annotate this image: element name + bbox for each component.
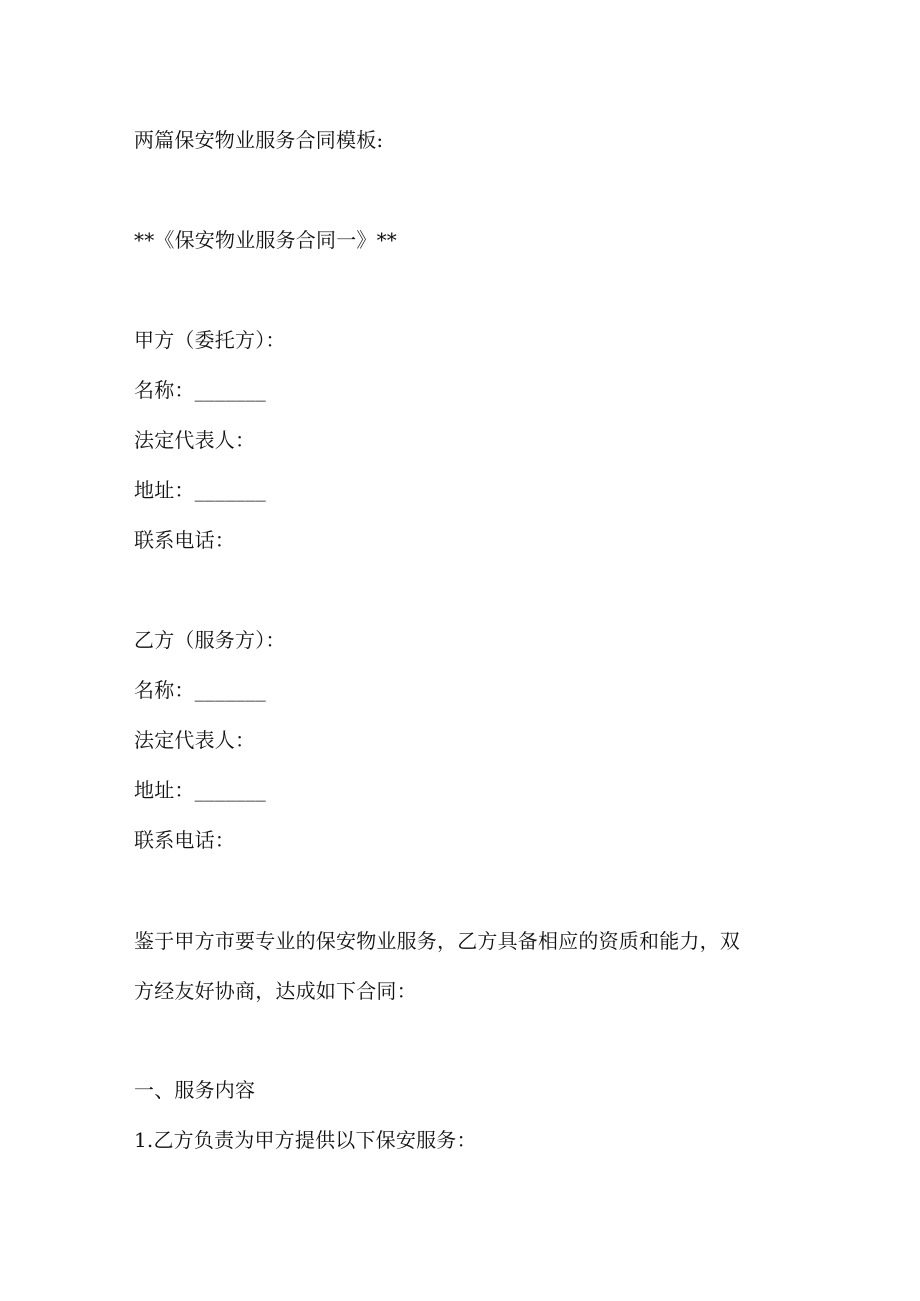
party-a-legal-rep: 法定代表人：: [134, 428, 256, 452]
section-1-heading: 一、服务内容: [134, 1078, 256, 1102]
party-a-address: 地址：_______: [134, 478, 266, 502]
party-b-heading: 乙方（服务方）：: [134, 628, 286, 652]
party-b-phone: 联系电话：: [134, 828, 235, 852]
party-a-heading: 甲方（委托方）：: [134, 328, 286, 352]
party-b-address: 地址：_______: [134, 778, 266, 802]
contract-heading: **《保安物业服务合同一》**: [134, 228, 397, 252]
preamble-line-1: 鉴于甲方市要专业的保安物业服务，乙方具备相应的资质和能力，双: [134, 929, 740, 953]
section-1-item-1: 1.乙方负责为甲方提供以下保安服务：: [134, 1128, 477, 1152]
party-a-name: 名称：_______: [134, 378, 266, 402]
party-b-name: 名称：_______: [134, 678, 266, 702]
party-b-legal-rep: 法定代表人：: [134, 728, 256, 752]
document-title: 两篇保安物业服务合同模板:: [134, 128, 384, 152]
preamble-line-2: 方经友好协商，达成如下合同：: [134, 979, 417, 1003]
party-a-phone: 联系电话：: [134, 528, 235, 552]
